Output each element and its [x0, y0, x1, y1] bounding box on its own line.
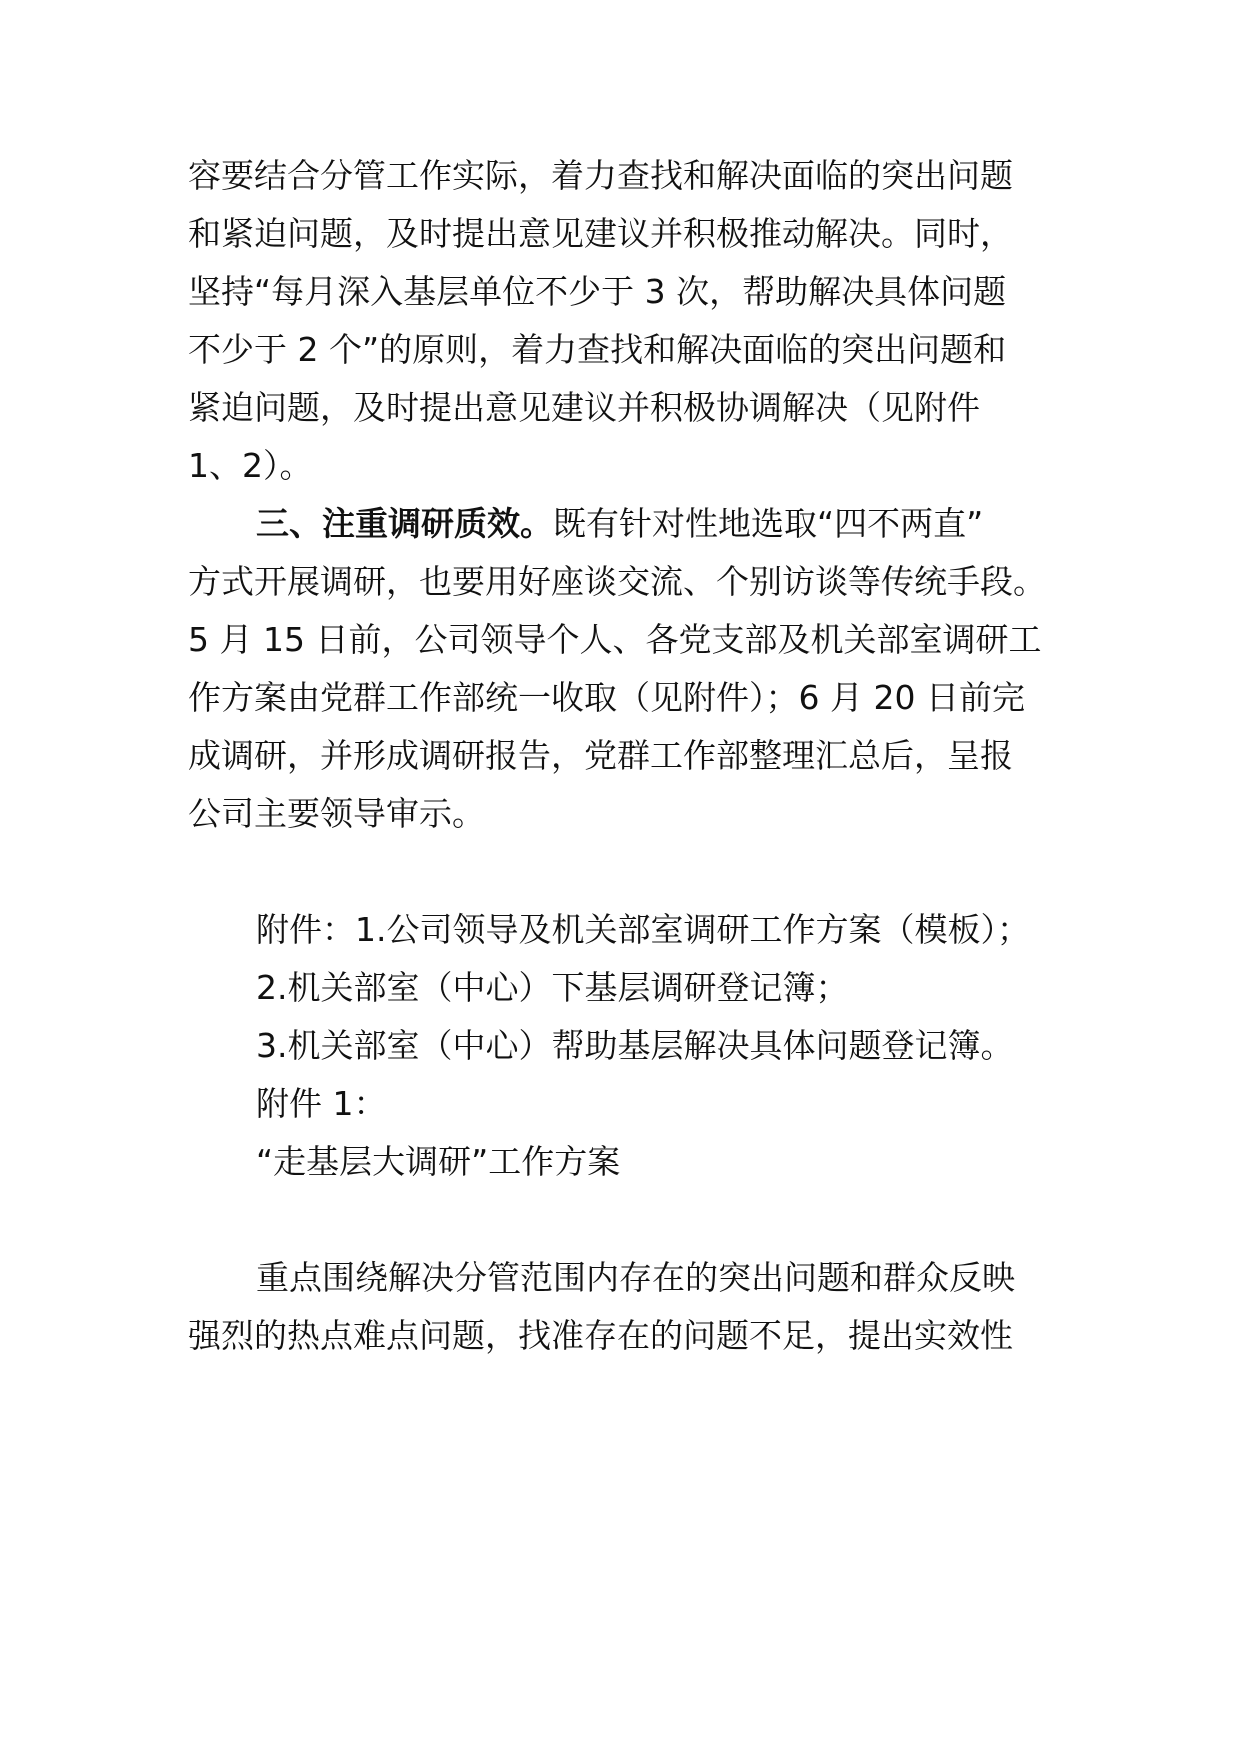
attachment-list-item: 附件：1.公司领导及机关部室调研工作方案（模板）；	[256, 910, 1030, 949]
paragraph-line: 5 月 15 日前，公司领导个人、各党支部及机关部室调研工	[188, 620, 1042, 659]
paragraph-line: 不少于 2 个”的原则，着力查找和解决面临的突出问题和	[188, 330, 1007, 369]
paragraph-line: 坚持“每月深入基层单位不少于 3 次，帮助解决具体问题	[188, 272, 1007, 311]
attachment-title: “走基层大调研”工作方案	[256, 1142, 621, 1181]
paragraph-line: 紧迫问题，及时提出意见建议并积极协调解决（见附件	[188, 388, 980, 427]
paragraph-line: 1、2）。	[188, 446, 313, 485]
paragraph-line: 容要结合分管工作实际，着力查找和解决面临的突出问题	[188, 156, 1013, 195]
section-heading: 三、注重调研质效。	[256, 504, 553, 543]
paragraph-line: 方式开展调研，也要用好座谈交流、个别访谈等传统手段。	[188, 562, 1046, 601]
attachment-list-item: 2.机关部室（中心）下基层调研登记簿；	[256, 968, 849, 1007]
section-first-line	[256, 504, 983, 544]
paragraph-line: 重点围绕解决分管范围内存在的突出问题和群众反映	[256, 1258, 1015, 1297]
paragraph-line: 强烈的热点难点问题，找准存在的问题不足，提出实效性	[188, 1316, 1013, 1355]
paragraph-line: 作方案由党群工作部统一收取（见附件）；6 月 20 日前完	[188, 678, 1025, 717]
paragraph-line: 成调研，并形成调研报告，党群工作部整理汇总后，呈报	[188, 736, 1013, 775]
section-heading-rest: 既有针对性地选取“四不两直”	[553, 504, 984, 543]
paragraph-line: 公司主要领导审示。	[188, 794, 485, 833]
attachment-label: 附件 1：	[256, 1084, 387, 1123]
attachment-list-item: 3.机关部室（中心）帮助基层解决具体问题登记簿。	[256, 1026, 1014, 1065]
paragraph-line: 和紧迫问题，及时提出意见建议并积极推动解决。同时，	[188, 214, 1013, 253]
